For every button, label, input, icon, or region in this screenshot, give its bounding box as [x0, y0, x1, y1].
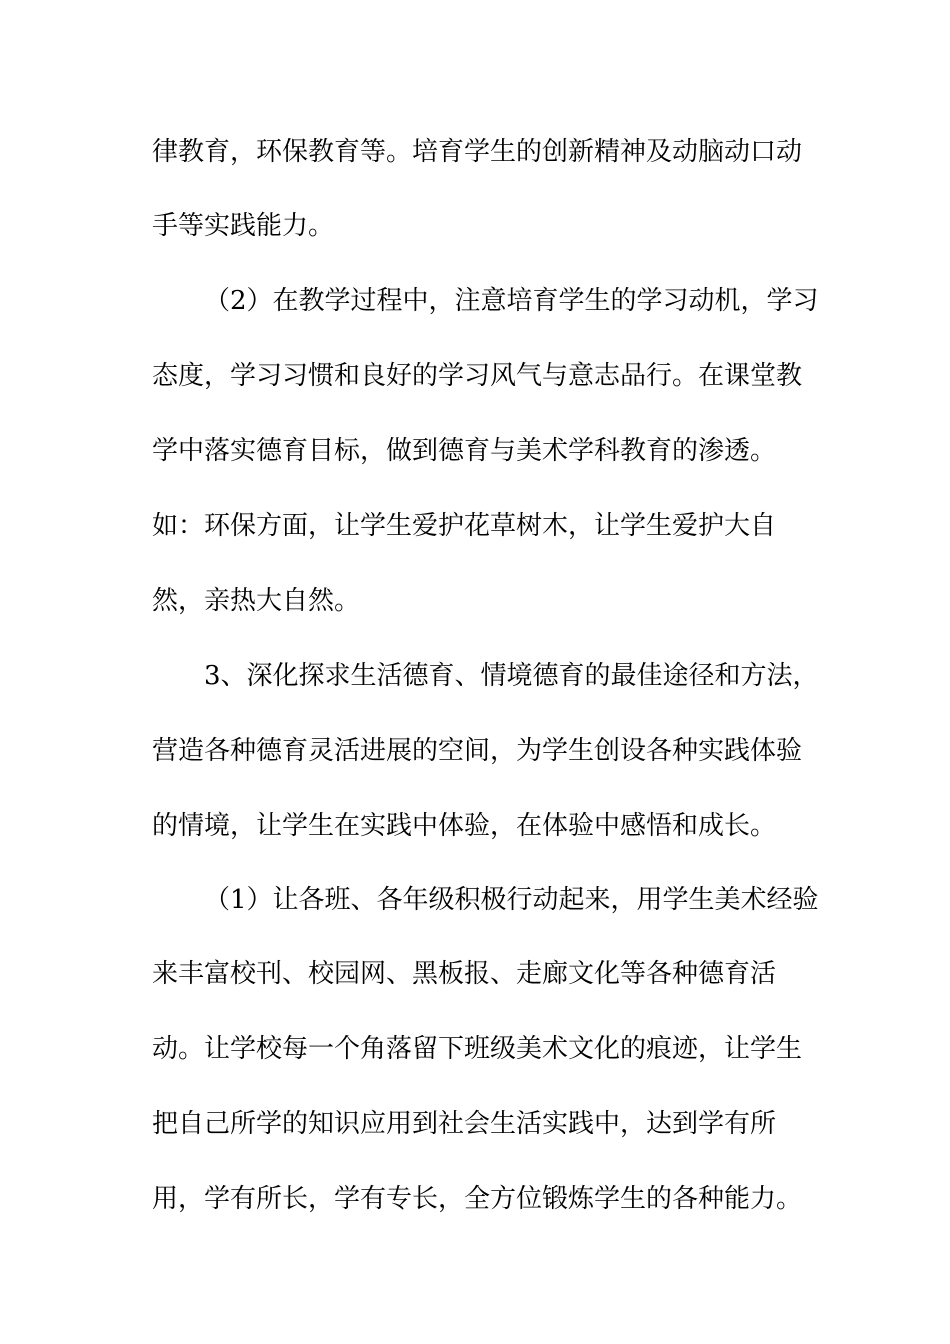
paragraph-start-line: （2）在教学过程中，注意培育学生的学习动机，学习 — [204, 286, 819, 316]
text-line: 把自己所学的知识应用到社会生活实践中，达到学有所 — [152, 1109, 777, 1139]
text-line: 律教育，环保教育等。培育学生的创新精神及动脑动口动 — [152, 137, 803, 167]
text-line: 来丰富校刊、校园网、黑板报、走廊文化等各种德育活 — [152, 959, 777, 989]
paragraph-start-line: 3、深化探求生活德育、情境德育的最佳途径和方法， — [204, 661, 819, 691]
text-line: 用，学有所长，学有专长，全方位锻炼学生的各种能力。 — [152, 1184, 803, 1214]
text-line: 营造各种德育灵活进展的空间，为学生创设各种实践体验 — [152, 736, 803, 766]
text-line: 的情境，让学生在实践中体验，在体验中感悟和成长。 — [152, 811, 777, 841]
text-line: 动。让学校每一个角落留下班级美术文化的痕迹，让学生 — [152, 1034, 803, 1064]
text-line: 学中落实德育目标，做到德育与美术学科教育的渗透。 — [152, 436, 777, 466]
paragraph-start-line: （1）让各班、各年级积极行动起来，用学生美术经验 — [204, 885, 819, 915]
text-line: 手等实践能力。 — [152, 211, 335, 241]
text-line: 如：环保方面，让学生爱护花草树木，让学生爱护大自 — [152, 511, 777, 541]
text-line: 态度，学习习惯和良好的学习风气与意志品行。在课堂教 — [152, 361, 803, 391]
text-line: 然，亲热大自然。 — [152, 586, 361, 616]
